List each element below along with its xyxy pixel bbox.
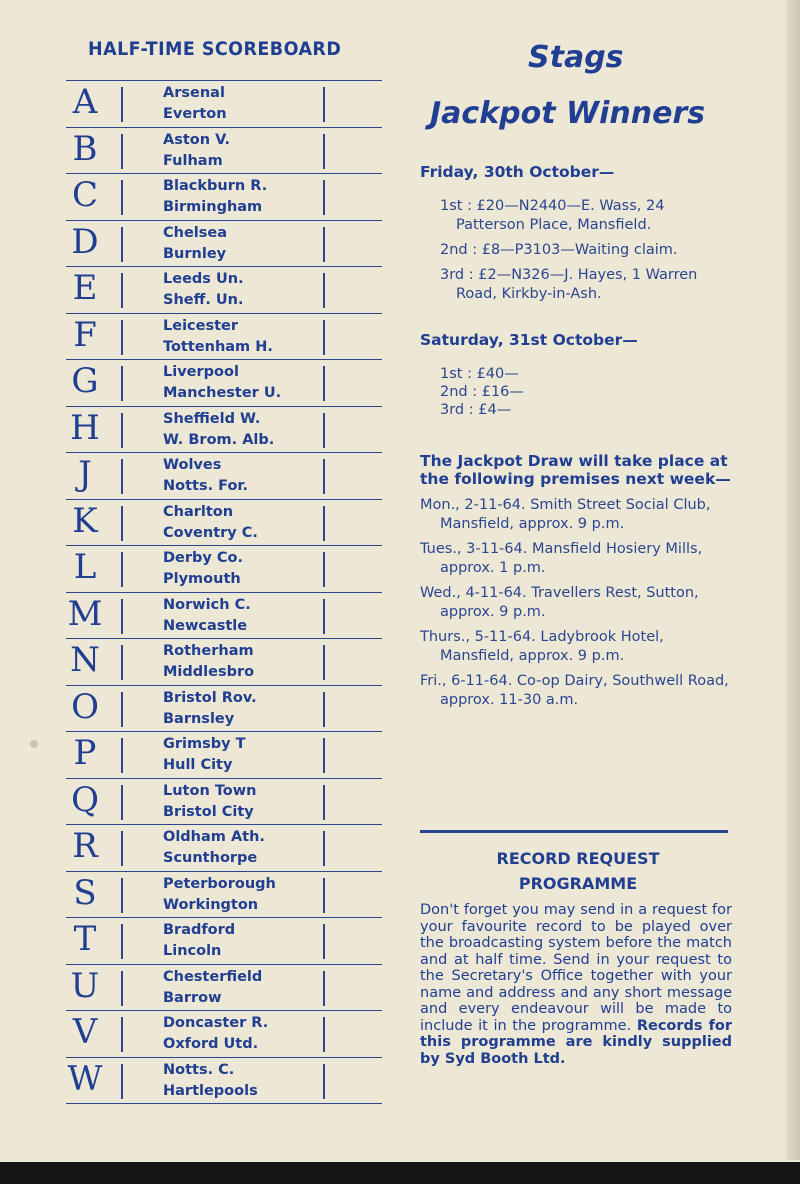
fixture <box>163 316 273 358</box>
fixture <box>163 1060 258 1102</box>
record-request-title-line-2: PROGRAMME <box>518 874 638 893</box>
score-box-divider <box>323 878 325 913</box>
home-team: Leeds Un. <box>163 271 244 287</box>
saturday-prize-3: 3rd : £4— <box>440 402 512 418</box>
fixture <box>163 688 257 730</box>
score-box-divider <box>323 1064 325 1099</box>
score-box-divider <box>323 552 325 587</box>
away-team: Fulham <box>163 152 223 169</box>
scoreboard-row <box>66 267 382 314</box>
row-letter: B <box>72 128 98 169</box>
away-team: Tottenham H. <box>163 338 273 355</box>
score-box-divider <box>121 1017 123 1052</box>
home-team: Leicester <box>163 317 239 334</box>
score-box-divider <box>323 366 325 401</box>
score-box-divider <box>121 878 123 913</box>
home-team: Notts. C. <box>163 1061 235 1078</box>
row-letter: R <box>72 826 98 866</box>
friday-section <box>420 163 732 304</box>
home-team: Luton Town <box>163 782 257 799</box>
away-team: Oxford Utd. <box>163 1036 259 1052</box>
score-box-divider <box>121 87 123 122</box>
scan-bottom-edge <box>0 1162 800 1184</box>
saturday-section <box>420 331 732 419</box>
scoreboard-row <box>66 128 382 175</box>
score-box-divider <box>323 273 325 308</box>
away-team: Newcastle <box>163 617 248 634</box>
fixture <box>163 967 262 1009</box>
score-box-divider <box>121 1064 123 1099</box>
saturday-heading: Saturday, 31st October— <box>420 331 638 349</box>
scoreboard-row <box>66 174 382 221</box>
score-box-divider <box>323 785 325 820</box>
fixture <box>163 362 281 404</box>
score-box-divider <box>121 552 123 587</box>
score-box-divider <box>121 413 123 448</box>
home-team: Charlton <box>163 503 234 520</box>
score-box-divider <box>323 180 325 215</box>
score-box-divider <box>121 366 123 401</box>
row-letter: P <box>73 733 97 773</box>
home-team: Chelsea <box>163 224 228 241</box>
score-box-divider <box>121 785 123 820</box>
draw-section <box>420 452 732 710</box>
row-letter: Q <box>71 779 99 820</box>
row-letter: D <box>71 221 99 262</box>
away-team: Manchester U. <box>163 385 282 401</box>
score-box-divider <box>121 506 123 541</box>
score-box-divider <box>323 1017 325 1052</box>
scoreboard-table <box>66 80 382 1104</box>
fixture <box>163 641 254 683</box>
fixture <box>163 130 230 172</box>
home-team: Doncaster R. <box>163 1015 269 1031</box>
home-team: Liverpool <box>163 364 239 380</box>
away-team: Scunthorpe <box>163 850 258 866</box>
draw-venue-fri: Fri., 6-11-64. Co-op Dairy, Southwell Road, approx. 11-30 a.m. <box>420 673 729 708</box>
score-box-divider <box>121 180 123 215</box>
away-team: Birmingham <box>163 199 263 215</box>
score-box-divider <box>121 459 123 494</box>
home-team: Sheffield W. <box>163 410 261 427</box>
fixture <box>163 455 248 497</box>
scoreboard-row <box>66 872 382 919</box>
scoreboard-row <box>66 825 382 872</box>
fixture <box>163 409 274 451</box>
score-box-divider <box>323 692 325 727</box>
scoreboard-row <box>66 918 382 965</box>
home-team: Oldham Ath. <box>163 829 265 845</box>
score-box-divider <box>121 971 123 1006</box>
away-team: Workington <box>163 896 259 913</box>
fixture <box>163 269 244 311</box>
jackpot-winners-heading: Jackpot Winners <box>430 96 706 131</box>
score-box-divider <box>323 645 325 680</box>
score-box-divider <box>323 459 325 494</box>
row-letter: M <box>67 593 103 634</box>
row-letter: H <box>70 407 100 448</box>
row-letter: L <box>73 547 97 587</box>
away-team: Hull City <box>163 757 233 773</box>
home-team: Derby Co. <box>163 550 244 566</box>
saturday-prize-2: 2nd : £16— <box>440 384 524 400</box>
draw-heading: The Jackpot Draw will take place at the following premises next week— <box>420 452 731 488</box>
fixture <box>163 548 243 590</box>
score-box-divider <box>121 738 123 773</box>
record-request-title-line-1: RECORD REQUEST <box>496 849 660 868</box>
home-team: Bristol Rov. <box>163 689 257 706</box>
away-team: Plymouth <box>163 571 241 587</box>
scoreboard-row <box>66 546 382 593</box>
score-box-divider <box>323 971 325 1006</box>
score-box-divider <box>323 506 325 541</box>
scoreboard-title: HALF-TIME SCOREBOARD <box>88 38 342 60</box>
home-team: Aston V. <box>163 131 230 148</box>
score-box-divider <box>121 273 123 308</box>
score-box-divider <box>121 831 123 866</box>
away-team: Burnley <box>163 245 227 262</box>
scoreboard-row <box>66 407 382 454</box>
away-team: Barrow <box>163 989 222 1006</box>
scoreboard-row <box>66 593 382 640</box>
home-team: Grimsby T <box>163 736 246 752</box>
score-box-divider <box>323 87 325 122</box>
home-team: Chesterfield <box>163 968 263 985</box>
row-letter: U <box>70 965 100 1006</box>
section-divider <box>420 830 728 833</box>
fixture <box>163 734 246 776</box>
fixture <box>163 176 267 218</box>
scoreboard-row <box>66 1058 382 1105</box>
home-team: Rotherham <box>163 643 254 659</box>
scoreboard-row <box>66 314 382 361</box>
row-letter: K <box>72 500 98 541</box>
score-box-divider <box>323 320 325 355</box>
friday-prize-3: 3rd : £2—N326—J. Hayes, 1 Warren Road, Kirkby-in-Ash. <box>440 267 698 302</box>
score-box-divider <box>323 924 325 959</box>
away-team: Notts. For. <box>163 478 249 494</box>
away-team: Sheff. Un. <box>163 292 244 308</box>
saturday-prize-1: 1st : £40— <box>440 366 519 382</box>
away-team: Coventry C. <box>163 524 258 541</box>
fixture <box>163 83 227 125</box>
fixture <box>163 874 276 916</box>
score-box-divider <box>121 320 123 355</box>
scoreboard-row <box>66 360 382 407</box>
scoreboard-row <box>66 1011 382 1058</box>
away-team: Lincoln <box>163 943 222 959</box>
home-team: Arsenal <box>163 85 225 101</box>
row-letter: G <box>71 361 99 401</box>
draw-venue-mon: Mon., 2-11-64. Smith Street Social Club, Mansfield, approx. 9 p.m. <box>420 497 711 532</box>
score-box-divider <box>121 227 123 262</box>
scoreboard-row <box>66 732 382 779</box>
draw-venue-tues: Tues., 3-11-64. Mansfield Hosiery Mills, approx. 1 p.m. <box>420 541 703 576</box>
friday-prize-1: 1st : £20—N2440—E. Wass, 24 Patterson Place, Mansfield. <box>440 198 665 233</box>
fixture <box>163 223 227 265</box>
row-letter: J <box>78 454 92 494</box>
fixture <box>163 595 251 637</box>
row-letter: E <box>72 268 98 308</box>
away-team: W. Brom. Alb. <box>163 431 275 448</box>
fixture <box>163 502 258 544</box>
home-team: Wolves <box>163 457 222 473</box>
row-letter: O <box>71 686 99 727</box>
away-team: Everton <box>163 106 227 122</box>
draw-venue-thurs: Thurs., 5-11-64. Ladybrook Hotel, Mansfield, approx. 9 p.m. <box>420 629 664 664</box>
fixture <box>163 827 265 869</box>
friday-heading: Friday, 30th October— <box>420 163 615 181</box>
draw-venue-wed: Wed., 4-11-64. Travellers Rest, Sutton, approx. 9 p.m. <box>420 585 699 620</box>
fixture <box>163 781 256 823</box>
scoreboard-row <box>66 81 382 128</box>
record-request-title <box>420 846 736 896</box>
home-team: Norwich C. <box>163 596 251 613</box>
row-letter: T <box>73 919 97 959</box>
home-team: Bradford <box>163 922 236 938</box>
home-team: Peterborough <box>163 875 276 892</box>
row-letter: C <box>71 175 98 215</box>
away-team: Barnsley <box>163 710 235 727</box>
scoreboard-row <box>66 221 382 268</box>
row-letter: W <box>67 1058 103 1099</box>
score-box-divider <box>323 134 325 169</box>
score-box-divider <box>323 599 325 634</box>
fixture <box>163 1013 268 1055</box>
row-letter: V <box>72 1012 98 1052</box>
scoreboard-row <box>66 965 382 1012</box>
row-letter: N <box>70 640 100 680</box>
row-letter: F <box>73 314 97 355</box>
home-team: Blackburn R. <box>163 178 268 194</box>
score-box-divider <box>323 738 325 773</box>
score-box-divider <box>121 599 123 634</box>
row-letter: A <box>72 82 98 122</box>
fixture <box>163 920 235 962</box>
score-box-divider <box>323 227 325 262</box>
away-team: Hartlepools <box>163 1082 258 1099</box>
record-request-body <box>420 902 732 1067</box>
scoreboard-row <box>66 779 382 826</box>
friday-prize-2: 2nd : £8—P3103—Waiting claim. <box>440 242 678 258</box>
score-box-divider <box>121 692 123 727</box>
scoreboard-row <box>66 453 382 500</box>
away-team: Middlesbro <box>163 664 255 680</box>
score-box-divider <box>323 413 325 448</box>
row-letter: S <box>73 872 97 913</box>
scoreboard-row <box>66 500 382 547</box>
score-box-divider <box>121 924 123 959</box>
score-box-divider <box>323 831 325 866</box>
scoreboard-row <box>66 686 382 733</box>
record-request-credit: Records for this programme are kindly supplied by Syd Booth Ltd. <box>420 1017 733 1067</box>
score-box-divider <box>121 134 123 169</box>
record-request-text: Don't forget you may send in a request for your favourite record to be played over the broadcasting system before the match and at half time. Send in your request to the Secretary's Office together with your name and address and any short message and every endeavour will be made to include it in the programme. <box>420 902 732 1034</box>
paper-stain <box>30 740 38 748</box>
page-edge-shadow <box>786 0 800 1160</box>
away-team: Bristol City <box>163 803 254 820</box>
stags-heading: Stags <box>528 40 624 75</box>
score-box-divider <box>121 645 123 680</box>
scoreboard-row <box>66 639 382 686</box>
